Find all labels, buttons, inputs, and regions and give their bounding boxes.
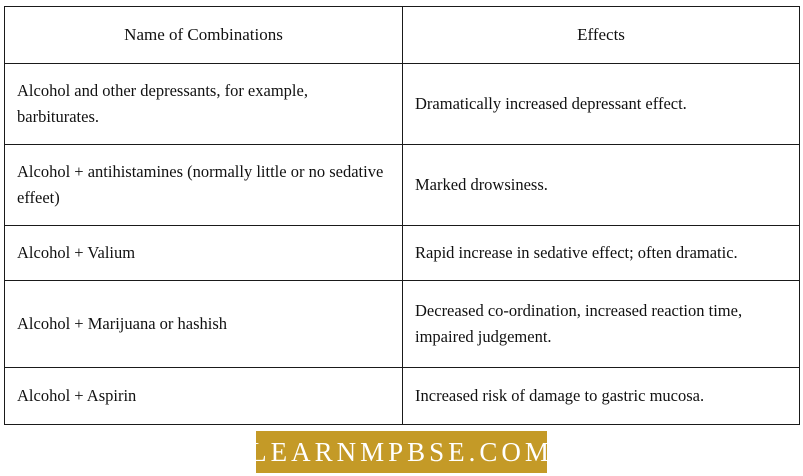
header-effects: Effects	[403, 7, 800, 64]
header-combinations: Name of Combinations	[5, 7, 403, 64]
effect-cell: Increased risk of damage to gastric mucosa.	[403, 368, 800, 425]
combinations-table	[4, 6, 800, 425]
table-row	[5, 64, 800, 145]
combination-cell: Alcohol + antihistamines (normally little or no sedative effeet)	[5, 145, 403, 226]
table-row	[5, 281, 800, 368]
combination-cell: Alcohol and other depressants, for example, barbiturates.	[5, 64, 403, 145]
effect-cell: Dramatically increased depressant effect.	[403, 64, 800, 145]
combination-cell: Alcohol + Valium	[5, 226, 403, 281]
watermark-text: LEARNMPBSE.COM	[250, 436, 553, 467]
effect-cell: Marked drowsiness.	[403, 145, 800, 226]
table-row	[5, 226, 800, 281]
combination-cell: Alcohol + Marijuana or hashish	[5, 281, 403, 368]
table-row	[5, 368, 800, 425]
combination-cell: Alcohol + Aspirin	[5, 368, 403, 425]
effect-cell: Rapid increase in sedative effect; often dramatic.	[403, 226, 800, 281]
effect-cell: Decreased co-ordination, increased reaction time, impaired judgement.	[403, 281, 800, 368]
table-row	[5, 145, 800, 226]
table-header-row	[5, 7, 800, 64]
site-watermark	[250, 431, 553, 473]
